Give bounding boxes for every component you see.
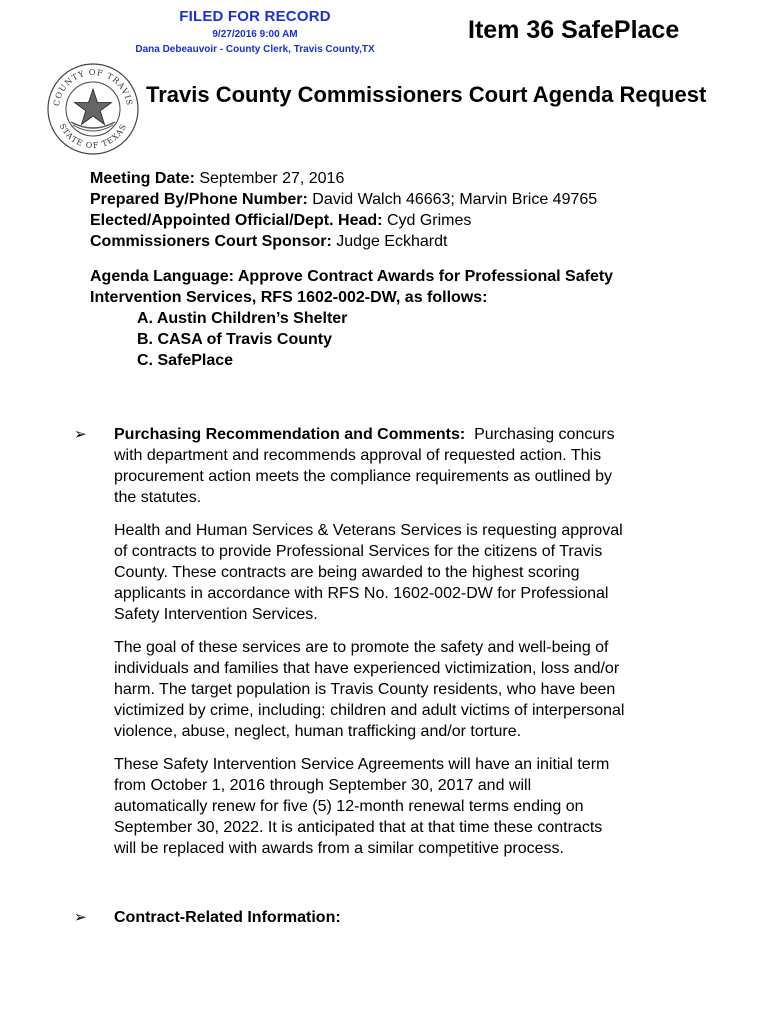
page-title: Travis County Commissioners Court Agenda Request [146, 82, 707, 107]
agenda-line-2: Intervention Services, RFS 1602-002-DW, as follows: [90, 289, 488, 306]
paragraph-line: These Safety Intervention Service Agreements will have an initial term [114, 756, 610, 773]
paragraph-line: Safety Intervention Services. [114, 606, 318, 623]
sponsor-label: Commissioners Court Sponsor: [90, 233, 332, 250]
sponsor-value: Judge Eckhardt [336, 233, 448, 250]
meeting-date-label: Meeting Date: [90, 170, 195, 187]
agenda-list [90, 308, 613, 371]
purchasing-paragraph-1 [114, 424, 694, 508]
sponsor-row [90, 231, 597, 252]
stamp-clerk: Dana Debeauvoir - County Clerk, Travis County,TX [135, 44, 375, 55]
stamp-title: FILED FOR RECORD [179, 8, 331, 25]
prepared-by-row [90, 189, 597, 210]
purchasing-paragraph-2 [114, 520, 694, 625]
meeting-date-value: September 27, 2016 [199, 170, 345, 187]
official-row [90, 210, 597, 231]
arrow-bullet-icon: ➢ [74, 909, 87, 926]
prepared-by-value: David Walch 46663; Marvin Brice 49765 [312, 191, 598, 208]
paragraph-line: applicants in accordance with RFS No. 1602-002-DW for Professional [114, 585, 609, 602]
paragraph-line: County. These contracts are being awarded to the highest scoring [114, 564, 580, 581]
stamp-datetime: 9/27/2016 9:00 AM [212, 29, 298, 40]
paragraph-line: victimized by crime, including: children and adult victims of interpersonal [114, 702, 625, 719]
agenda-item-a: A. Austin Children’s Shelter [137, 310, 348, 327]
arrow-bullet-icon: ➢ [74, 426, 87, 443]
county-seal-icon [46, 62, 140, 156]
paragraph-line: will be replaced with awards from a similar competitive process. [114, 840, 564, 857]
contract-content [114, 907, 694, 928]
paragraph-line: The goal of these services are to promote the safety and well-being of [114, 639, 609, 656]
contract-heading: Contract-Related Information: [114, 909, 341, 926]
purchasing-line-1: Purchasing concurs [474, 426, 615, 443]
paragraph-line: automatically renew for five (5) 12-month renewal terms ending on [114, 798, 584, 815]
paragraph-line: Health and Human Services & Veterans Services is requesting approval [114, 522, 623, 539]
item-title: Item 36 SafePlace [468, 16, 680, 44]
purchasing-content [114, 424, 694, 859]
purchasing-section [74, 424, 694, 871]
meeting-date-row [90, 168, 597, 189]
filed-stamp [110, 8, 400, 55]
agenda-item-c: C. SafePlace [137, 352, 234, 369]
seal-top-text: COUNTY OF TRAVIS [52, 67, 134, 107]
purchasing-line-4: the statutes. [114, 489, 202, 506]
agenda-item-b: B. CASA of Travis County [137, 331, 332, 348]
paragraph-line: September 30, 2022. It is anticipated that at that time these contracts [114, 819, 603, 836]
official-label: Elected/Appointed Official/Dept. Head: [90, 212, 383, 229]
paragraph-line: from October 1, 2016 through September 30, 2017 and will [114, 777, 532, 794]
purchasing-line-2: with department and recommends approval of requested action. This [114, 447, 602, 464]
prepared-by-label: Prepared By/Phone Number: [90, 191, 308, 208]
agenda-language [90, 266, 613, 371]
paragraph-line: harm. The target population is Travis County residents, who have been [114, 681, 616, 698]
contract-section [74, 907, 694, 928]
paragraph-line: violence, abuse, neglect, human trafficking and/or torture. [114, 723, 522, 740]
purchasing-paragraph-3 [114, 637, 694, 742]
agenda-line-1: Agenda Language: Approve Contract Awards for Professional Safety [90, 268, 614, 285]
meta-block [90, 168, 597, 252]
seal-bottom-text: STATE OF TEXAS [57, 122, 129, 151]
official-value: Cyd Grimes [386, 212, 472, 229]
paragraph-line: of contracts to provide Professional Services for the citizens of Travis [114, 543, 603, 560]
purchasing-heading: Purchasing Recommendation and Comments: [114, 426, 466, 443]
purchasing-line-3: procurement action meets the compliance requirements as outlined by [114, 468, 613, 485]
paragraph-line: individuals and families that have experienced victimization, loss and/or [114, 660, 620, 677]
purchasing-line [114, 424, 694, 445]
purchasing-paragraph-4 [114, 754, 694, 859]
